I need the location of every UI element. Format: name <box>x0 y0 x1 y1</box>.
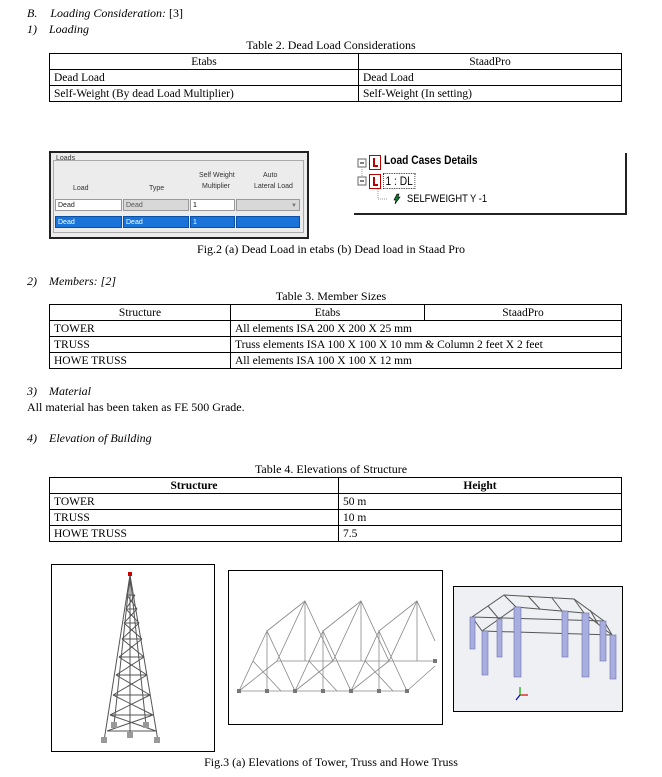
table-cell: HOWE TRUSS <box>50 353 231 369</box>
col-auto-label-2: Lateral Load <box>254 183 293 190</box>
table-cell: TOWER <box>50 494 339 510</box>
table2 <box>49 53 622 102</box>
table-cell: TRUSS <box>50 510 339 526</box>
table4-caption: Table 4. Elevations of Structure <box>254 462 408 476</box>
table-cell: Self-Weight (In setting) <box>359 86 622 102</box>
subheading-elevation: 4) Elevation of Building <box>27 431 152 445</box>
howe-truss-elevation-figure <box>453 586 623 712</box>
table-cell: Dead Load <box>359 70 622 86</box>
table-cell: All elements ISA 100 X 100 X 12 mm <box>231 353 622 369</box>
truss-drawing <box>229 571 442 724</box>
subheading-material: 3) Material <box>27 384 91 398</box>
col-load-label: Load <box>73 185 89 192</box>
table4 <box>49 477 622 542</box>
section-letter: B. <box>27 6 38 20</box>
table-cell: TRUSS <box>50 337 231 353</box>
table-cell: Self-Weight (By dead Load Multiplier) <box>50 86 359 102</box>
table-row <box>50 70 622 86</box>
tower-drawing <box>52 565 214 751</box>
fig2-caption: Fig.2 (a) Dead Load in etabs (b) Dead load in Staad Pro <box>197 242 465 256</box>
table-cell: All elements ISA 200 X 200 X 25 mm <box>231 321 622 337</box>
table4-header-height: Height <box>339 478 622 494</box>
table2-header-staadpro: StaadPro <box>359 54 622 70</box>
load-name-input[interactable]: Dead <box>55 199 122 211</box>
table3 <box>49 304 622 369</box>
table2-caption: Table 2. Dead Load Considerations <box>246 38 416 52</box>
tower-elevation-figure <box>51 564 215 752</box>
table3-header-staadpro: StaadPro <box>425 305 622 321</box>
col-type-label: Type <box>149 185 165 192</box>
col-auto-label-1: Auto <box>263 172 278 179</box>
table-row <box>50 321 622 337</box>
table-cell: HOWE TRUSS <box>50 526 339 542</box>
selfweight-item[interactable]: SELFWEIGHT Y -1 <box>407 193 488 205</box>
loads-group-label: Loads <box>56 155 76 162</box>
table-cell: Dead Load <box>50 70 359 86</box>
table-cell: Truss elements ISA 100 X 100 X 10 mm & Column 2 feet X 2 feet <box>231 337 622 353</box>
table4-header-structure: Structure <box>50 478 339 494</box>
load-cases-title: Load Cases Details <box>384 153 478 167</box>
table3-header-structure: Structure <box>50 305 231 321</box>
table-cell: 50 m <box>339 494 622 510</box>
section-heading <box>27 6 183 21</box>
table-cell: 7.5 <box>339 526 622 542</box>
table-row <box>50 494 622 510</box>
load-case-dl[interactable]: 1 : DL <box>383 173 415 189</box>
chevron-down-icon: ▼ <box>291 203 297 209</box>
col-swm-label-2: Multiplier <box>202 183 231 190</box>
table-row <box>50 510 622 526</box>
selected-load-type[interactable]: Dead <box>123 216 189 228</box>
table3-header-etabs: Etabs <box>231 305 425 321</box>
table-cell: 10 m <box>339 510 622 526</box>
load-type-select[interactable]: Dead <box>123 199 189 211</box>
table-row <box>50 86 622 102</box>
section-title: Loading Consideration: <box>50 6 167 20</box>
subheading-loading: 1) Loading <box>27 22 90 36</box>
material-text: All material has been taken as FE 500 Grade. <box>27 400 245 414</box>
truss-elevation-figure <box>228 570 443 725</box>
fig3-caption: Fig.3 (a) Elevations of Tower, Truss and Howe Truss <box>204 755 458 769</box>
table2-header-etabs: Etabs <box>50 54 359 70</box>
load-case-icon <box>369 174 381 189</box>
col-swm-label-1: Self Weight <box>199 172 235 179</box>
howe-truss-drawing <box>454 587 622 711</box>
subheading-members: 2) Members: [2] <box>27 274 116 288</box>
load-folder-icon <box>369 155 381 170</box>
selfweight-icon <box>391 193 401 203</box>
table-cell: TOWER <box>50 321 231 337</box>
tower-top-marker <box>128 572 132 576</box>
selected-auto-lateral[interactable] <box>236 216 300 228</box>
selected-load-name[interactable]: Dead <box>55 216 122 228</box>
etabs-loads-screenshot <box>49 151 309 239</box>
table-row <box>50 337 622 353</box>
self-weight-multiplier-input[interactable]: 1 <box>190 199 235 211</box>
section-ref: [3] <box>169 6 184 20</box>
table3-caption: Table 3. Member Sizes <box>275 289 387 303</box>
selected-multiplier[interactable]: 1 <box>190 216 235 228</box>
staad-load-cases-screenshot <box>354 153 627 215</box>
table-row <box>50 353 622 369</box>
table-row <box>50 526 622 542</box>
auto-lateral-load-select[interactable] <box>236 199 300 211</box>
